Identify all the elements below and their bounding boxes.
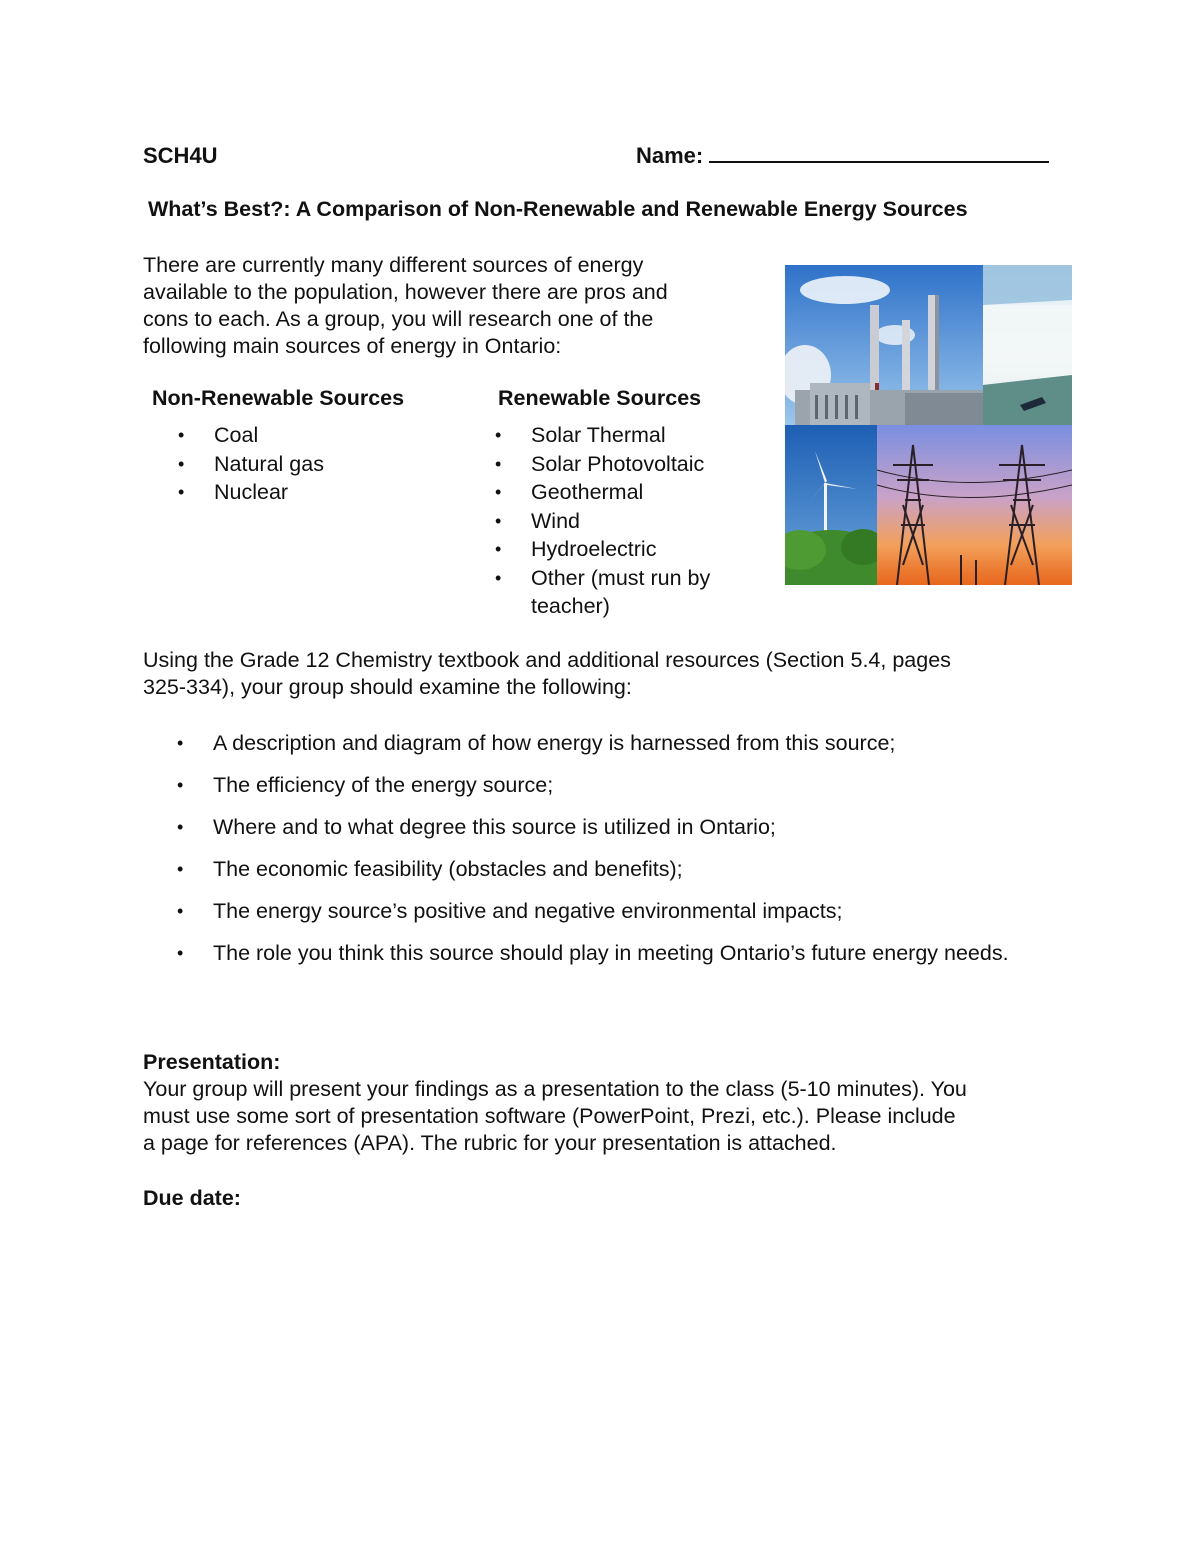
non-renewable-heading: Non-Renewable Sources [152, 386, 405, 410]
list-item: • The role you think this source should play in meeting Ontario’s future energy needs. [177, 932, 1013, 974]
list-item: • The energy source’s positive and negative environmental impacts; [177, 890, 1037, 932]
list-item: • A description and diagram of how energy is harnessed from this source; [177, 722, 1037, 764]
renewable-list [495, 421, 745, 621]
presentation-line: Your group will present your findings as a presentation to the class (5-10 minutes). You [143, 1077, 967, 1101]
name-label: Name: [636, 143, 704, 168]
due-date-label: Due date: [143, 1186, 241, 1210]
intro-paragraph [143, 252, 743, 360]
presentation-paragraph [143, 1076, 1083, 1157]
list-item: • The efficiency of the energy source; [177, 764, 1037, 806]
energy-collage-icon [785, 265, 1072, 585]
intro-line: available to the population, however there are pros and [143, 280, 668, 304]
list-item: • Other (must run by teacher) [495, 564, 745, 621]
presentation-line: a page for references (APA). The rubric for your presentation is attached. [143, 1131, 837, 1155]
document-title: What’s Best?: A Comparison of Non-Renewable and Renewable Energy Sources [148, 197, 968, 221]
list-item: • Natural gas [178, 450, 438, 479]
course-code: SCH4U [143, 143, 218, 168]
examine-intro [143, 647, 1063, 701]
name-blank-line [709, 143, 1049, 163]
non-renewable-list [178, 421, 438, 507]
intro-line: following main sources of energy in Ontario: [143, 334, 562, 358]
energy-collage-image [785, 265, 1072, 585]
list-item: • Nuclear [178, 478, 438, 507]
list-item: • Solar Photovoltaic [495, 450, 745, 479]
examine-list [177, 722, 1037, 974]
list-item: • The economic feasibility (obstacles and benefits); [177, 848, 1037, 890]
examine-intro-line: Using the Grade 12 Chemistry textbook and additional resources (Section 5.4, pages [143, 648, 951, 672]
list-item: • Coal [178, 421, 438, 450]
list-item: • Wind [495, 507, 745, 536]
presentation-line: must use some sort of presentation software (PowerPoint, Prezi, etc.). Please include [143, 1104, 956, 1128]
list-item: • Where and to what degree this source is utilized in Ontario; [177, 806, 1037, 848]
list-item: • Geothermal [495, 478, 745, 507]
renewable-heading: Renewable Sources [498, 386, 702, 410]
intro-line: There are currently many different sources of energy [143, 253, 644, 277]
list-item: • Hydroelectric [495, 535, 745, 564]
examine-intro-line: 325-334), your group should examine the following: [143, 675, 632, 699]
name-field [636, 143, 1049, 169]
intro-line: cons to each. As a group, you will research one of the [143, 307, 654, 331]
presentation-heading: Presentation: [143, 1050, 281, 1074]
list-item: • Solar Thermal [495, 421, 745, 450]
